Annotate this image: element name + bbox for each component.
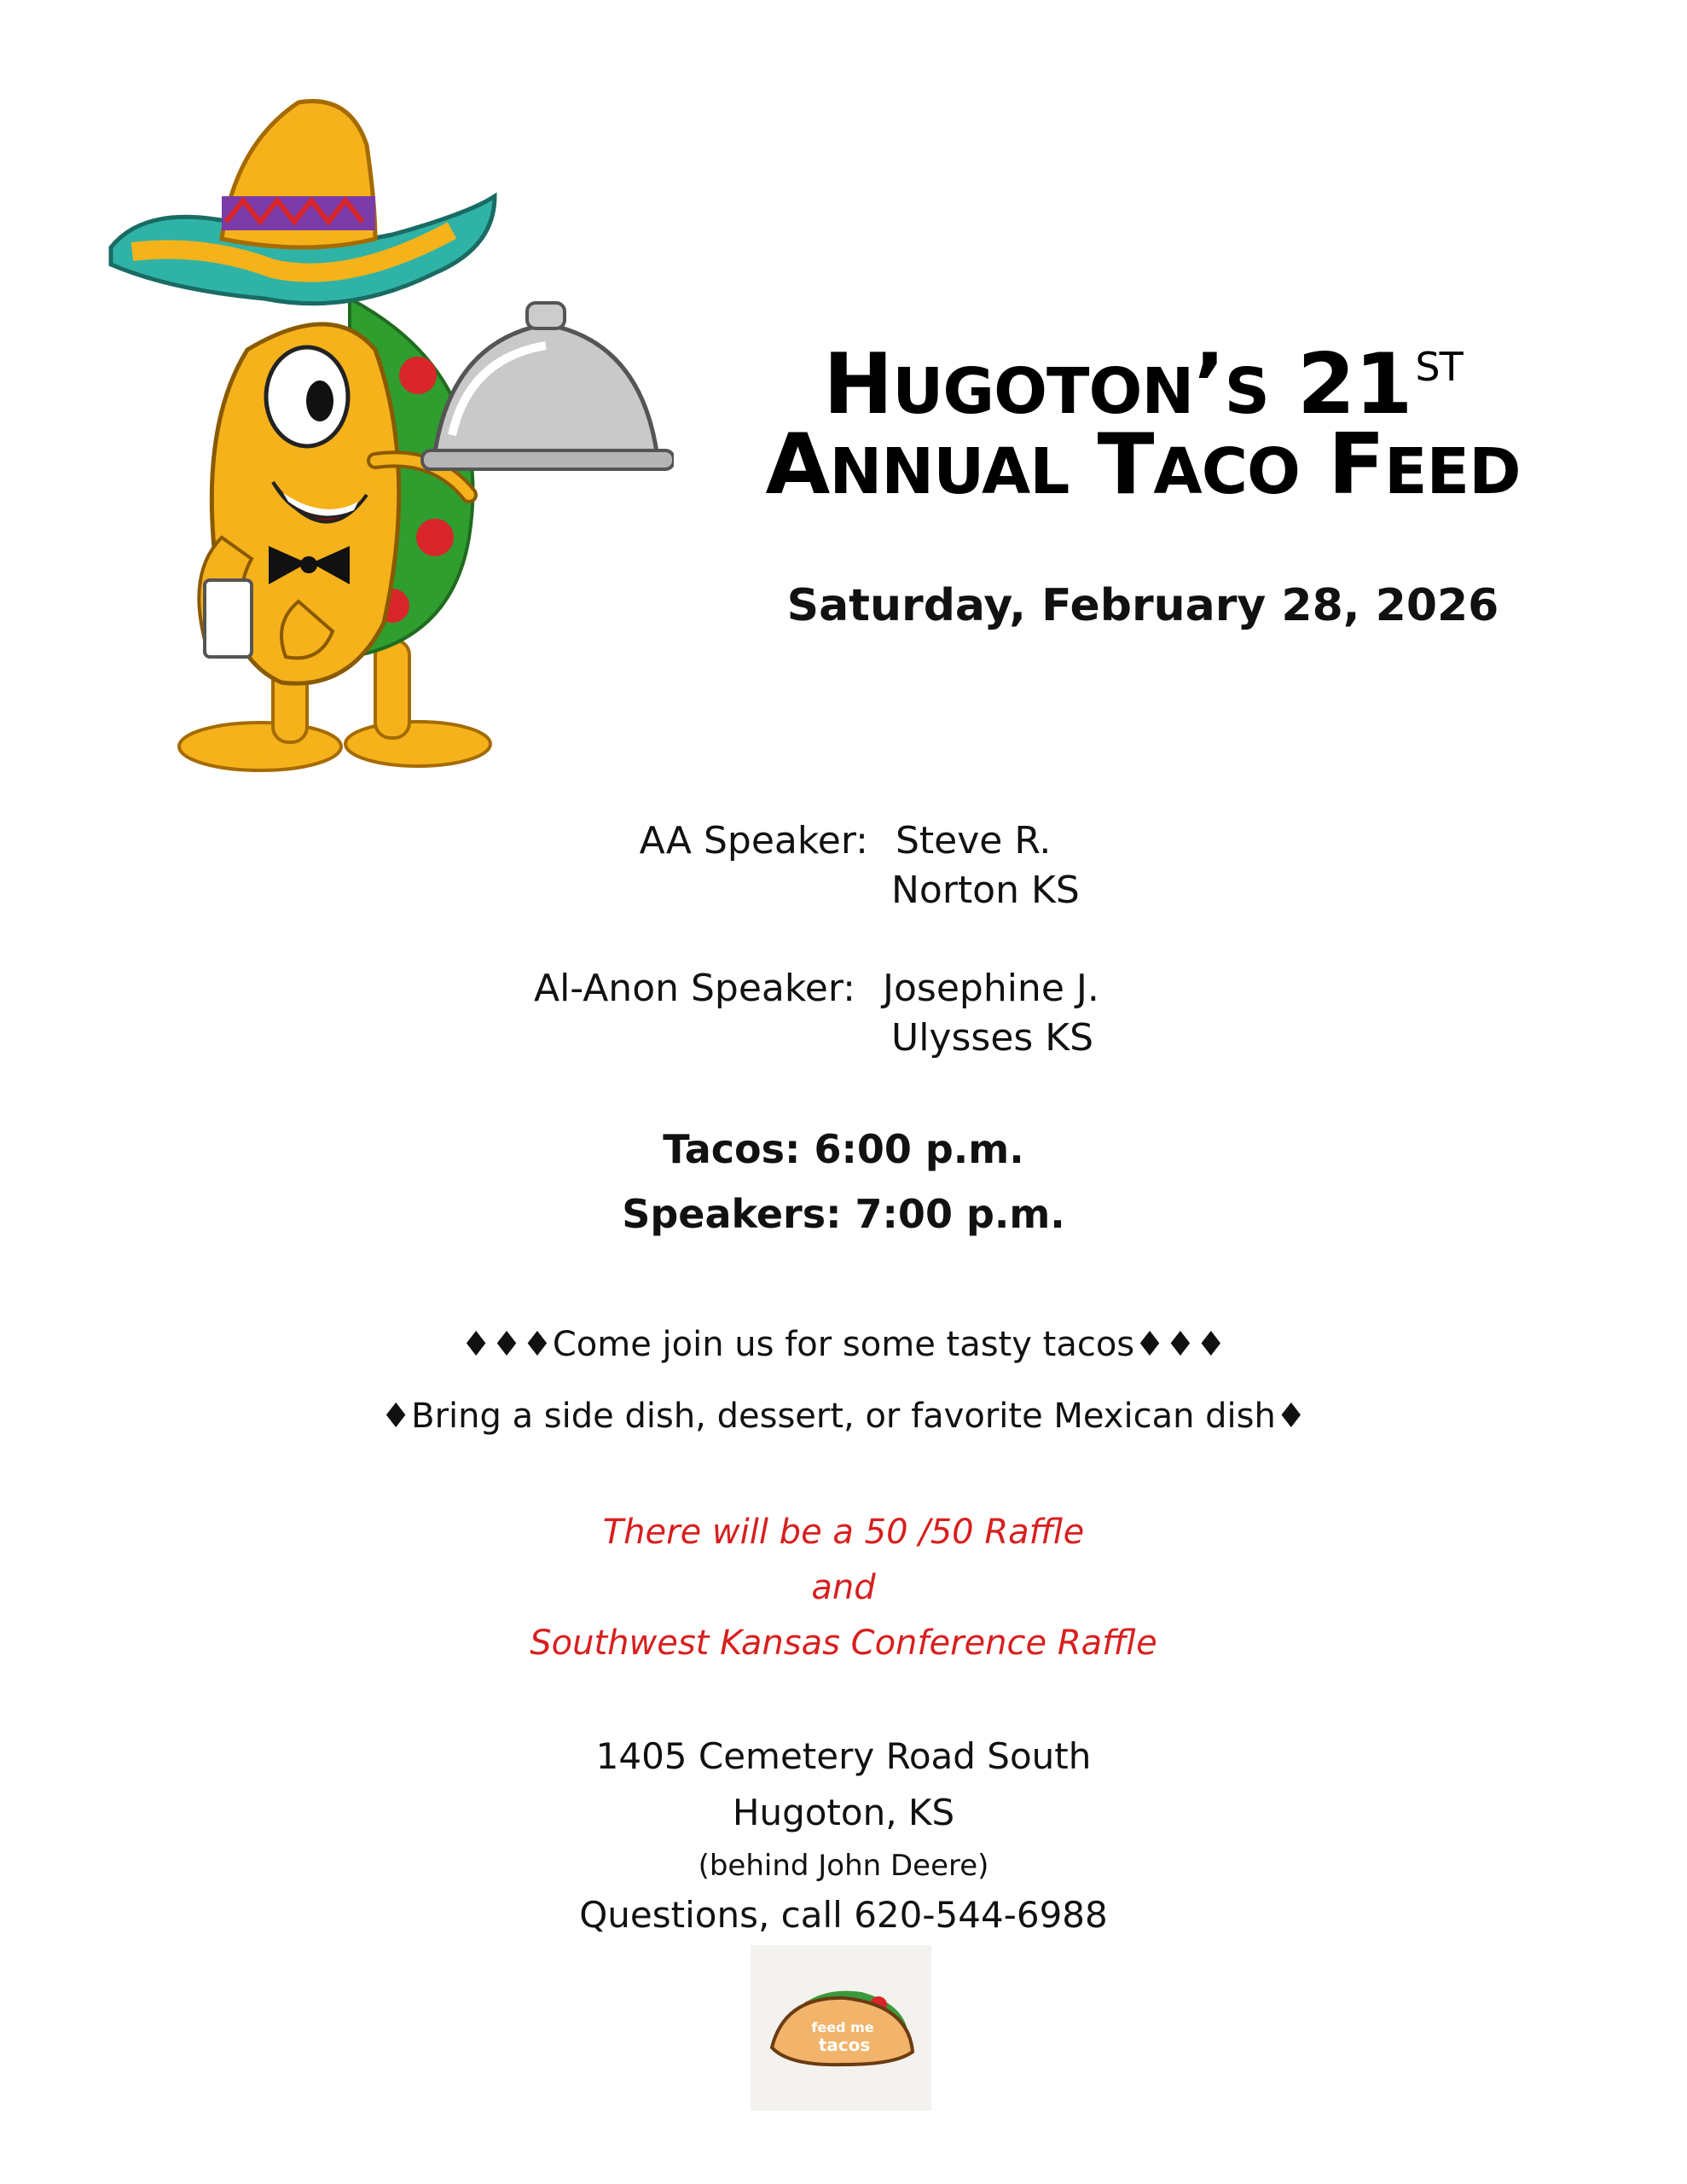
raffle-line-1: There will be a 50 /50 Raffle (602, 1513, 1085, 1552)
title-text-s: S (1224, 355, 1269, 428)
title-text-eed: EED (1384, 435, 1521, 508)
tacos-time: Tacos: 6:00 p.m. (663, 1126, 1024, 1172)
alanon-speaker-label: Al-Anon Speaker: (533, 967, 855, 1010)
address-note: (behind John Deere) (698, 1849, 989, 1883)
event-title-line-2 (716, 418, 1569, 519)
title-initial-a: A (765, 416, 830, 514)
title-ordinal-number: 21 (1297, 336, 1412, 433)
aa-speaker-location: Norton KS (891, 868, 1080, 912)
contact-phone-line: Questions, call 620-544-6988 (579, 1894, 1108, 1936)
raffle-line-3: Southwest Kansas Conference Raffle (530, 1623, 1157, 1663)
alanon-speaker-name: Josephine J. (883, 967, 1099, 1010)
event-date: Saturday, February 28, 2026 (786, 580, 1499, 631)
feed-me-tacos-logo (751, 1945, 931, 2111)
title-initial-h: H (823, 336, 893, 433)
invite-dish-line: ♦Bring a side dish, dessert, or favorite Mexican dish♦ (380, 1397, 1307, 1436)
raffle-line-2: and (811, 1568, 876, 1607)
aa-speaker-label: AA Speaker: (639, 819, 868, 863)
title-initial-f: F (1328, 416, 1384, 514)
taco-logo-icon (751, 1945, 931, 2111)
speakers-time: Speakers: 7:00 p.m. (622, 1191, 1065, 1237)
address-city: Hugoton, KS (732, 1792, 955, 1833)
logo-text-line-2: tacos (818, 2035, 871, 2055)
title-initial-t: T (1097, 416, 1154, 514)
title-text-aco: ACO (1153, 435, 1300, 508)
taco-mascot-illustration (94, 94, 674, 776)
address-street: 1405 Cemetery Road South (595, 1735, 1092, 1777)
title-text-ugoton: UGOTON (892, 355, 1194, 428)
title-ordinal-suffix: ST (1415, 344, 1463, 390)
invite-tacos-line: ♦♦♦Come join us for some tasty tacos♦♦♦ (461, 1325, 1226, 1364)
logo-text-line-1: feed me (811, 2019, 874, 2036)
title-text-nnual: NNUAL (829, 435, 1070, 508)
title-apostrophe: ’ (1193, 336, 1225, 433)
aa-speaker-name: Steve R. (896, 819, 1052, 863)
alanon-speaker-location: Ulysses KS (891, 1016, 1094, 1060)
